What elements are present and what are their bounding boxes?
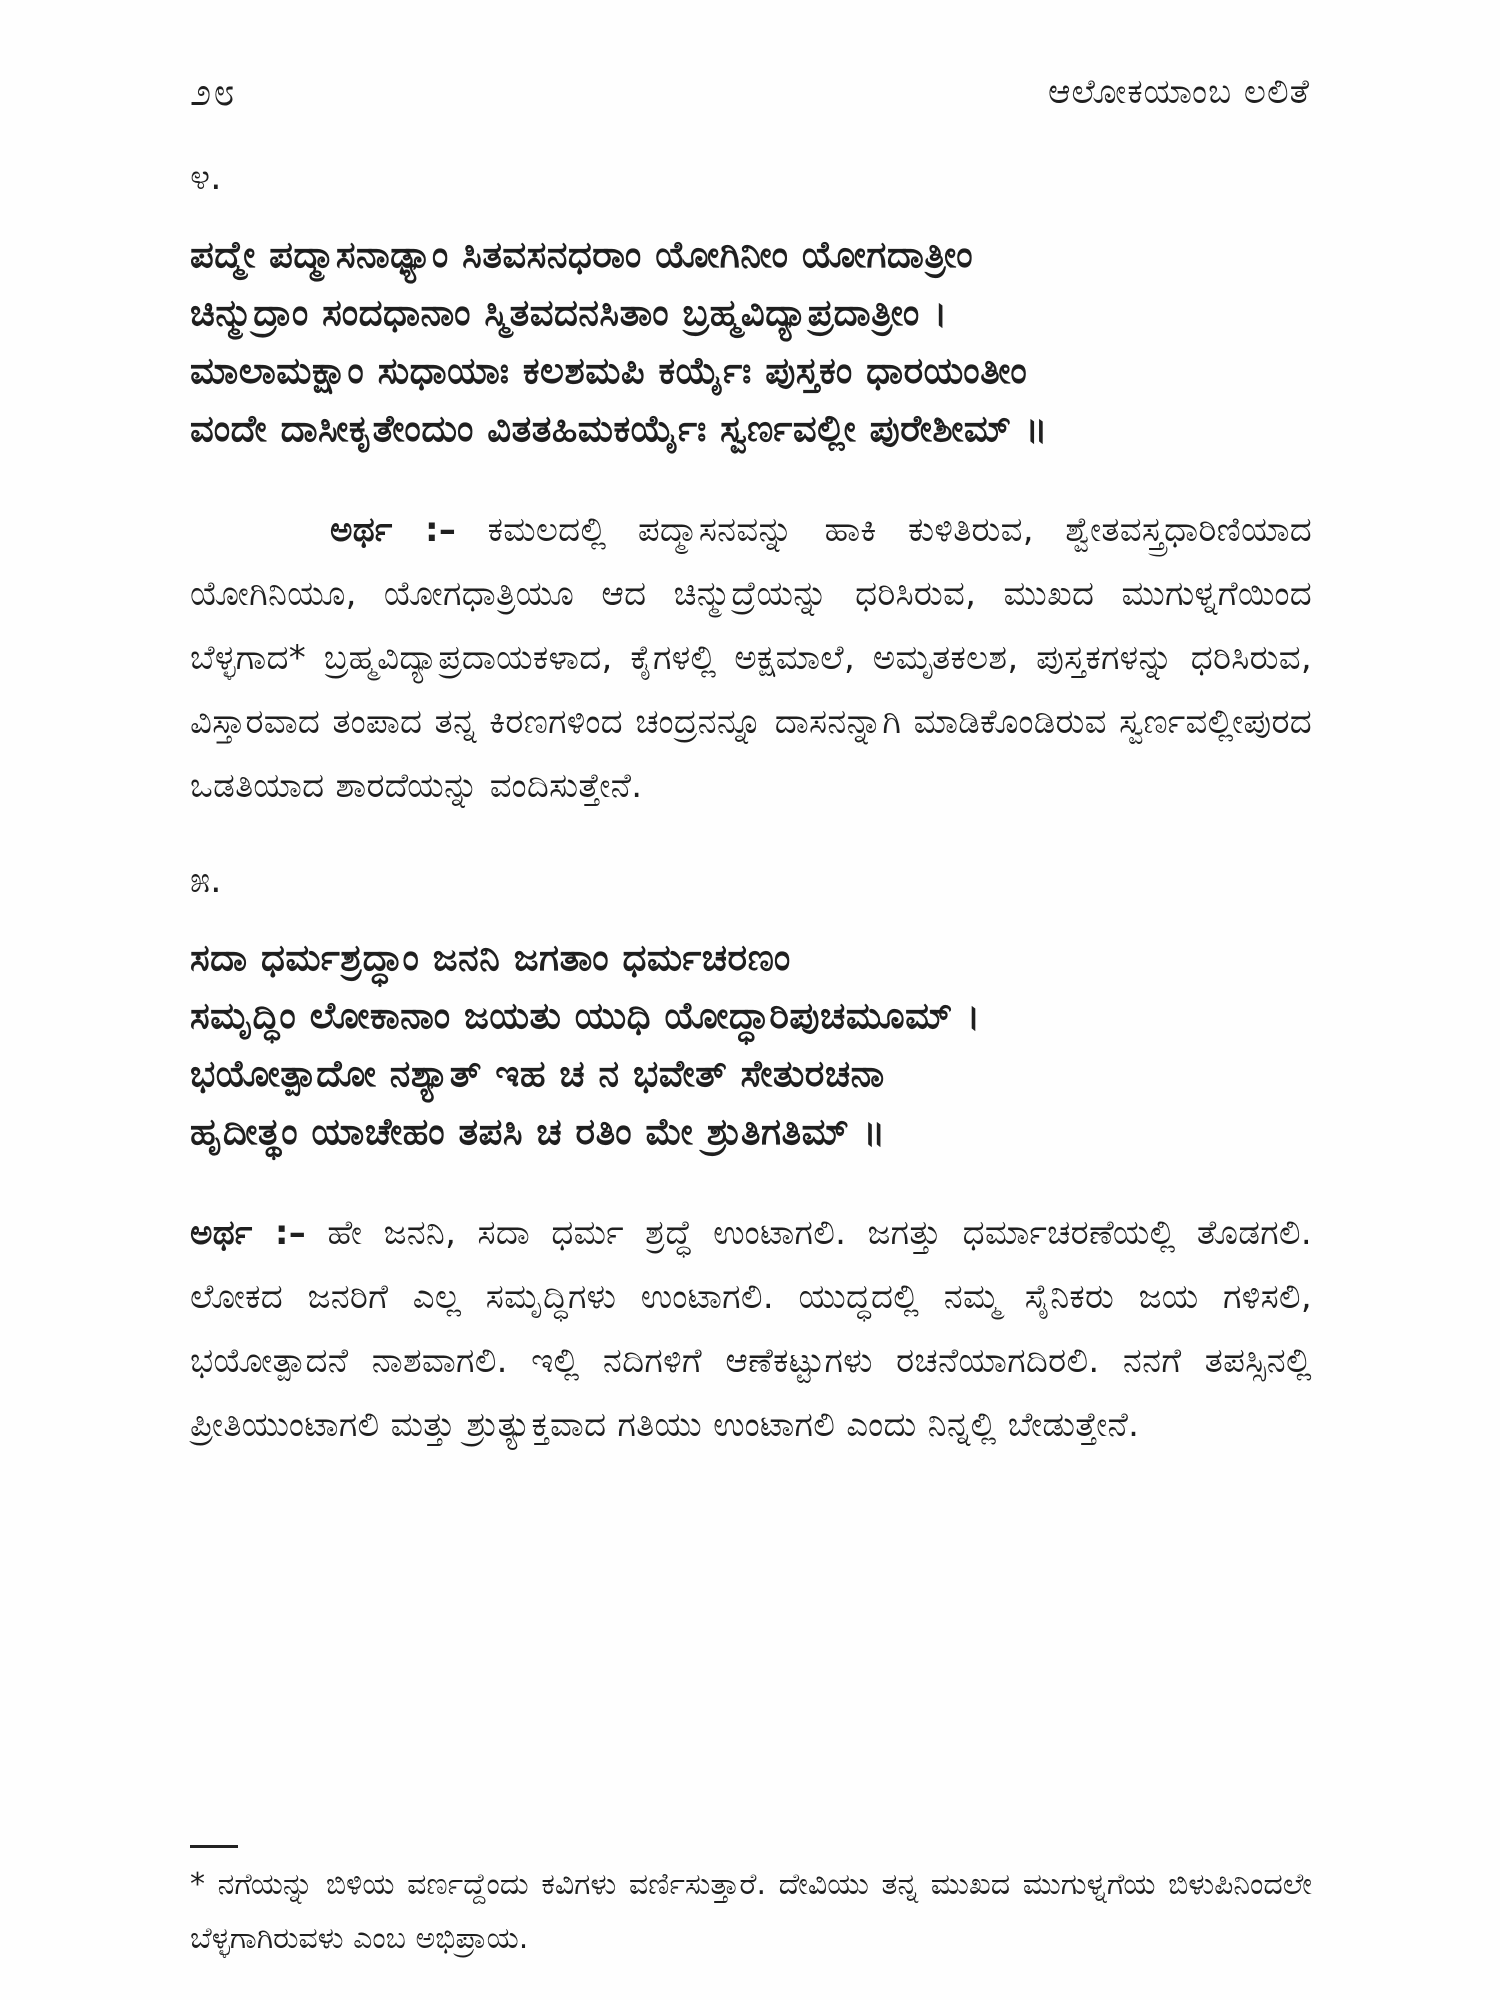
verse-line: ಸಮೃದ್ಧಿಂ ಲೋಕಾನಾಂ ಜಯತು ಯುಧಿ ಯೋದ್ಧಾರಿಪುಚಮೂಮ್ । [190,994,981,1037]
sanskrit-verse [190,929,1312,1161]
meaning-label: ಅರ್ಥ :– [190,1213,307,1253]
meaning-label: ಅರ್ಥ :– [330,510,457,550]
page-number: ೨೮ [190,69,237,114]
verse-line: ಪದ್ಮೇ ಪದ್ಮಾಸನಾಢ್ಯಾಂ ಸಿತವಸನಧರಾಂ ಯೋಗಿನೀಂ ಯೋಗದಾತ್ರೀಂ [190,233,974,276]
page-body [190,155,1312,1457]
meaning-paragraph [190,498,1312,818]
sanskrit-verse [190,226,1312,458]
verse-line: ಸದಾ ಧರ್ಮಶ್ರದ್ಧಾಂ ಜನನಿ ಜಗತಾಂ ಧರ್ಮಚರಣಂ [190,936,791,979]
meaning-paragraph [190,1201,1312,1457]
verse-line: ಚಿನ್ಮುದ್ರಾಂ ಸಂದಧಾನಾಂ ಸ್ಮಿತವದನಸಿತಾಂ ಬ್ರಹ್ಮವಿದ್ಯಾಪ್ರದಾತ್ರೀಂ । [190,291,948,334]
footnote: * ನಗೆಯನ್ನು ಬಿಳಿಯ ವರ್ಣದ್ದೆಂದು ಕವಿಗಳು ವರ್ಣಿಸುತ್ತಾರೆ. ದೇವಿಯು ತನ್ನ ಮುಖದ ಮುಗುಳ್ನಗೆಯ ಬಿಳುಪಿನಿಂದಲೇ ಬೆಳ್ಳಗಾಗಿರುವಳು ಎಂಬ ಅಭಿಪ್ರಾಯ. [190,1867,1312,1956]
verse-line: ವಂದೇ ದಾಸೀಕೃತೇಂದುಂ ವಿತತಹಿಮಕರ್ಯೈಃ ಸ್ವರ್ಣವಲ್ಲೀ ಪುರೇಶೀಮ್ ॥ [190,407,1048,450]
verse-number: ೪. [190,157,222,198]
running-title: ಆಲೋಕಯಾಂಬ ಲಲಿತೆ [1048,72,1310,112]
footnote-rule [190,1845,238,1848]
meaning-text: ಕಮಲದಲ್ಲಿ ಪದ್ಮಾಸನವನ್ನು ಹಾಕಿ ಕುಳಿತಿರುವ, ಶ್ವೇತವಸ್ತ್ರಧಾರಿಣಿಯಾದ ಯೋಗಿನಿಯೂ, ಯೋಗಧಾತ್ರಿಯೂ ಆದ ಚಿನ್ಮುದ್ರೆಯನ್ನು ಧರಿಸಿರುವ, ಮುಖದ ಮುಗುಳ್ನಗೆಯಿಂದ ಬೆಳ್ಳಗಾದ* ಬ್ರಹ್ಮವಿದ್ಯಾಪ್ರದಾಯಕಳಾದ, ಕೈಗಳಲ್ಲಿ ಅಕ್ಷಮಾಲೆ, ಅಮೃತಕಲಶ, ಪುಸ್ತಕಗಳನ್ನು ಧರಿಸಿರುವ, ವಿಸ್ತಾರವಾದ ತಂಪಾದ ತನ್ನ ಕಿರಣಗಳಿಂದ ಚಂದ್ರನನ್ನೂ ದಾಸನನ್ನಾಗಿ ಮಾಡಿಕೊಂಡಿರುವ ಸ್ವರ್ಣವಲ್ಲೀಪುರದ ಒಡತಿಯಾದ ಶಾರದೆಯನ್ನು ವಂದಿಸುತ್ತೇನೆ. [190,510,1313,806]
verse-line: ಭಯೋತ್ಪಾದೋ ನಶ್ಯಾತ್ ಇಹ ಚ ನ ಭವೇತ್ ಸೇತುರಚನಾ [190,1052,885,1095]
verse-number: ೫. [190,860,222,901]
verse-line: ಮಾಲಾಮಕ್ಷಾಂ ಸುಧಾಯಾಃ ಕಲಶಮಪಿ ಕರ್ಯೈಃ ಪುಸ್ತಕಂ ಧಾರಯಂತೀಂ [190,349,1028,392]
section-spacer [190,818,1312,858]
page-header [190,62,1310,122]
verse-line: ಹೃದೀತ್ಥಂ ಯಾಚೇಹಂ ತಪಸಿ ಚ ರತಿಂ ಮೇ ಶ್ರುತಿಗತಿಮ್ ॥ [190,1110,886,1153]
meaning-text: ಹೇ ಜನನಿ, ಸದಾ ಧರ್ಮ ಶ್ರದ್ಧೆ ಉಂಟಾಗಲಿ. ಜಗತ್ತು ಧರ್ಮಾಚರಣೆಯಲ್ಲಿ ತೊಡಗಲಿ. ಲೋಕದ ಜನರಿಗೆ ಎಲ್ಲ ಸಮೃದ್ಧಿಗಳು ಉಂಟಾಗಲಿ. ಯುದ್ಧದಲ್ಲಿ ನಮ್ಮ ಸೈನಿಕರು ಜಯ ಗಳಿಸಲಿ, ಭಯೋತ್ಪಾದನೆ ನಾಶವಾಗಲಿ. ಇಲ್ಲಿ ನದಿಗಳಿಗೆ ಆಣೆಕಟ್ಟುಗಳು ರಚನೆಯಾಗದಿರಲಿ. ನನಗೆ ತಪಸ್ಸಿನಲ್ಲಿ ಪ್ರೀತಿಯುಂಟಾಗಲಿ ಮತ್ತು ಶ್ರುತ್ಯುಕ್ತವಾದ ಗತಿಯು ಉಂಟಾಗಲಿ ಎಂದು ನಿನ್ನಲ್ಲಿ ಬೇಡುತ್ತೇನೆ. [190,1213,1312,1445]
